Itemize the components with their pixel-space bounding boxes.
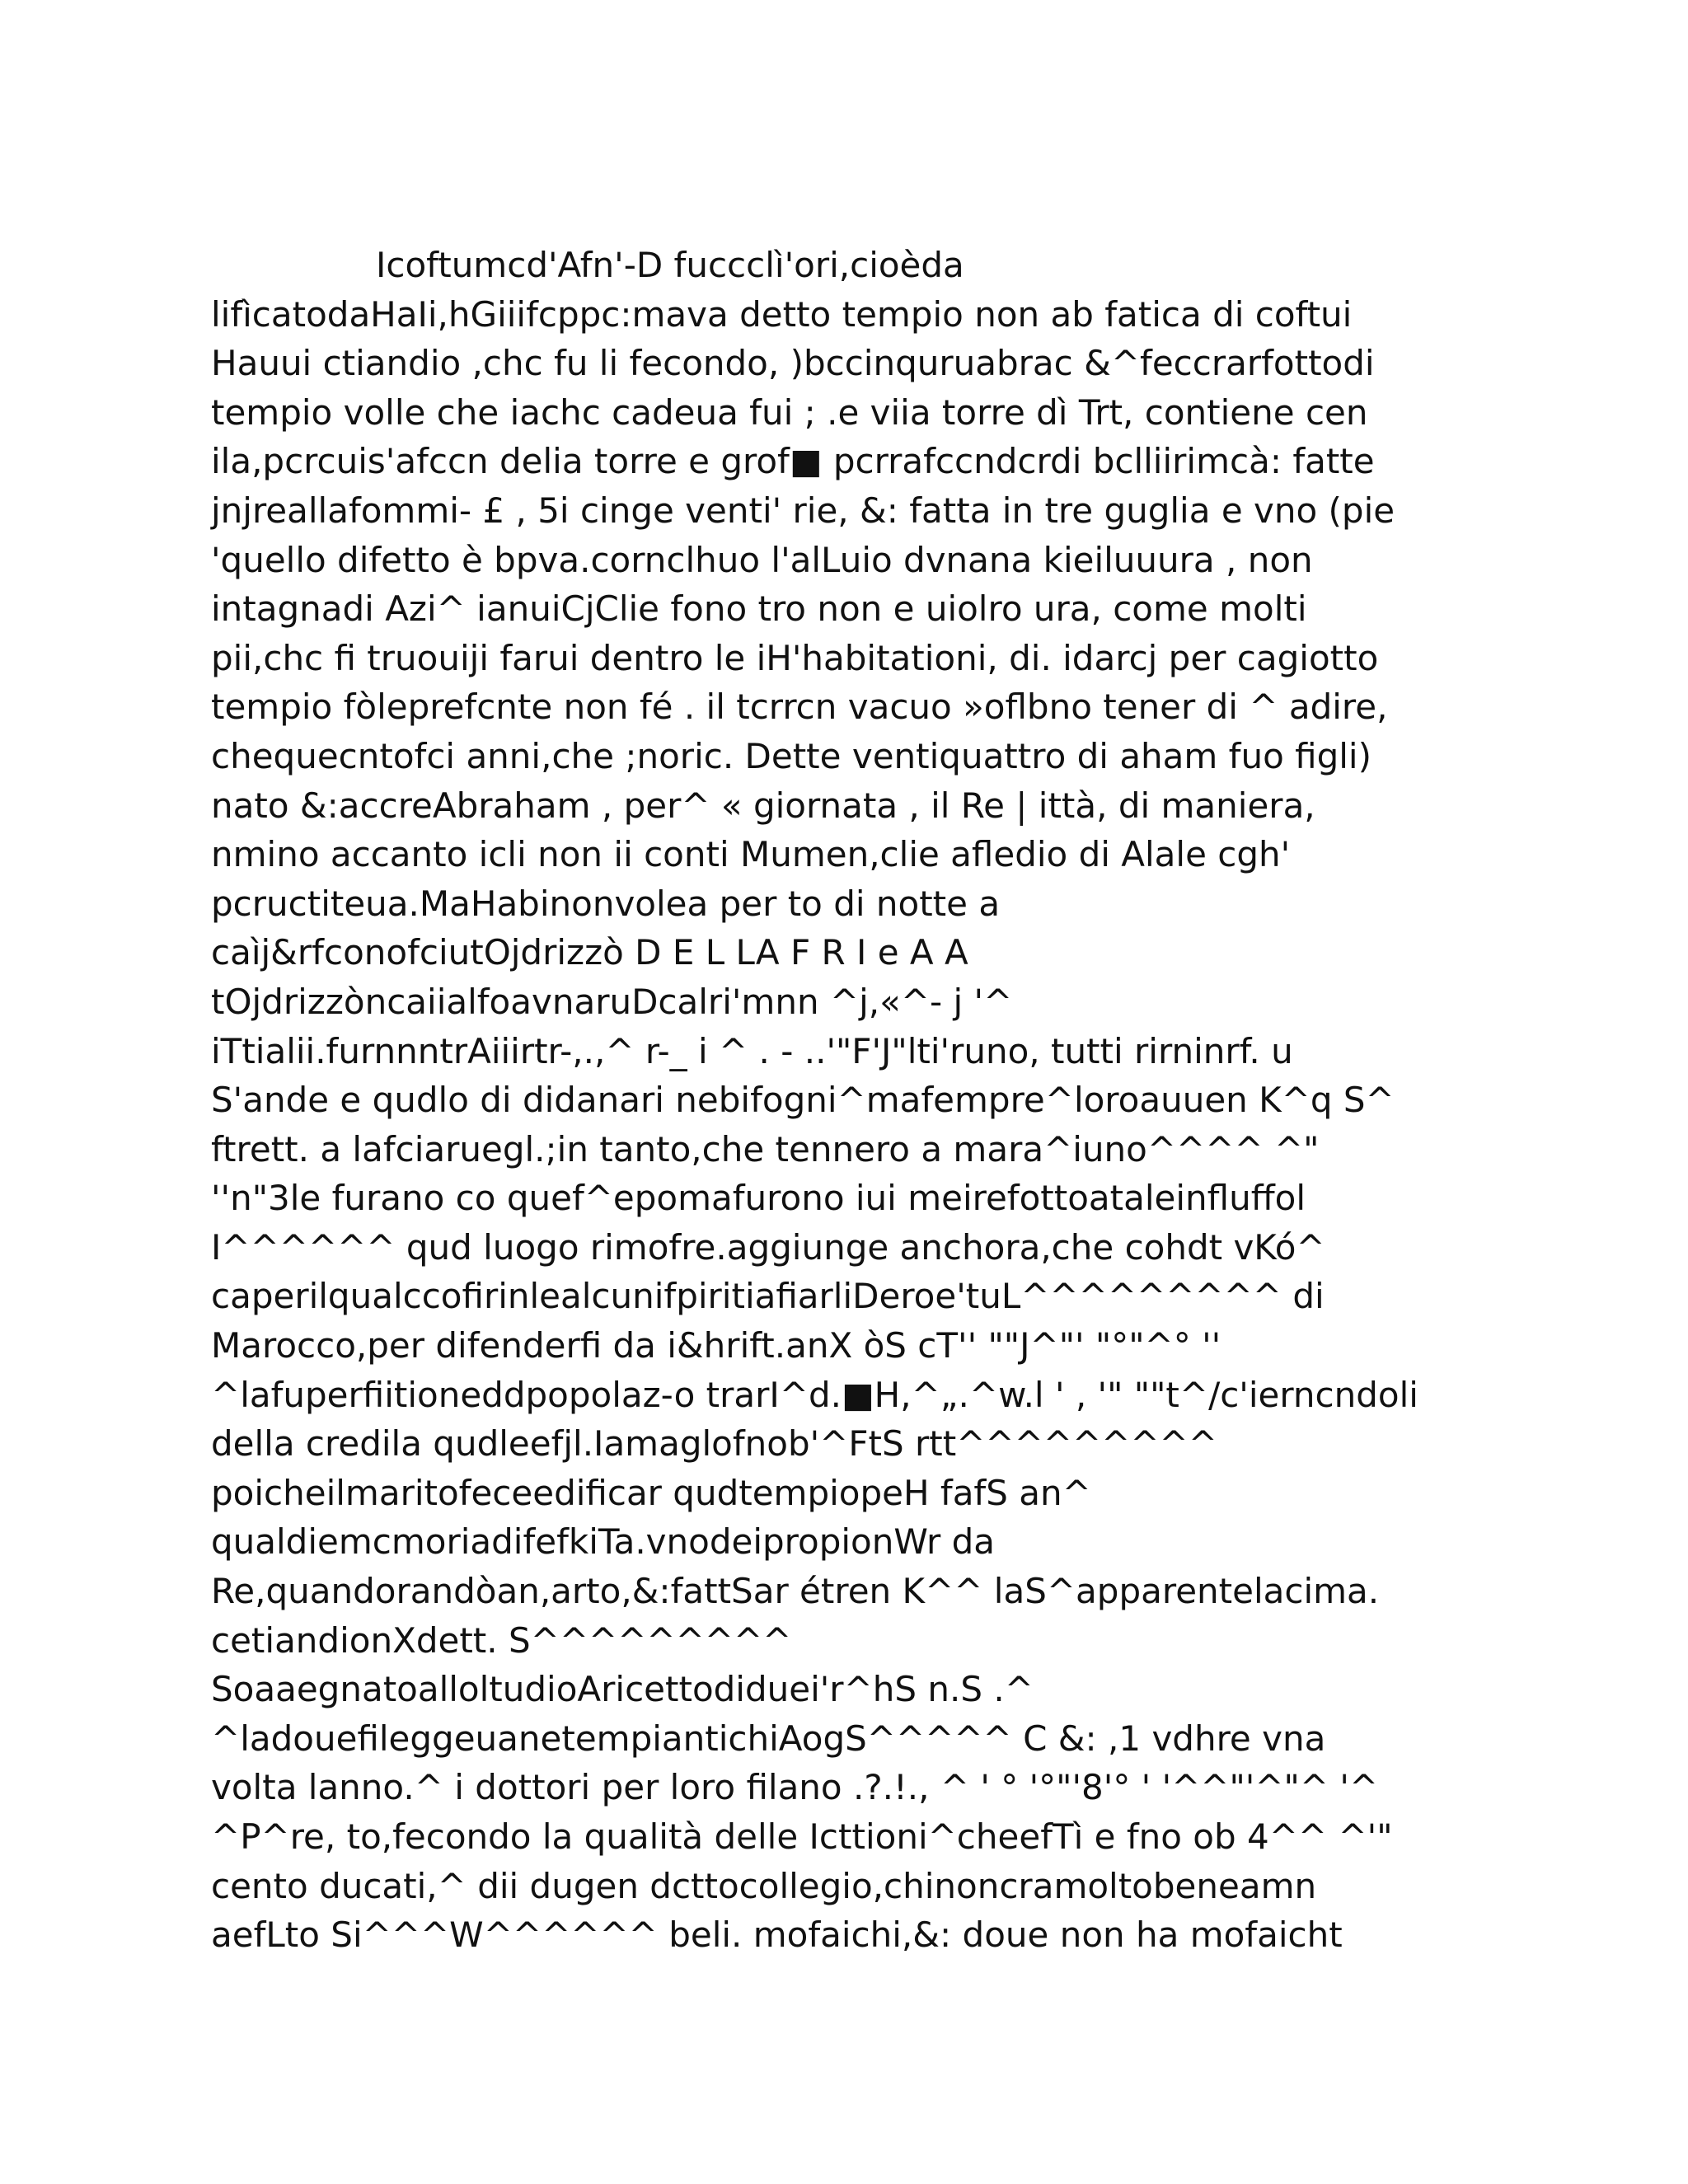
text-line: ^ladouefileggeuanetempiantichiAogS^^^^^ C &: ,1 vdhre vna [211, 1718, 1326, 1759]
text-line: ^lafuperfiitioneddpopolaz-o trarI^d.■H,^„.^w.l ' , '" ""t^/c'ierncndoli [211, 1374, 1418, 1415]
text-line: lifìcatodaHaIi,hGiiifcppc:mava detto tempio non ab fatica di coftui [211, 293, 1353, 335]
text-line: tempio volle che iachc cadeua fui ; .e viia torre dì Trt, contiene cen [211, 391, 1368, 433]
text-line: cetiandionXdett. S^^^^^^^^^ [211, 1619, 792, 1661]
text-line: iTtialii.furnnntrAiiirtr-,.,^ r-_ i ^ . - ..'"F'J"lti'runo, tutti rirninrf. u [211, 1030, 1293, 1071]
text-line: S'ande e qudlo di didanari nebifogni^mafempre^loroauuen K^q S^ [211, 1080, 1395, 1121]
text-line: SoaaegnatoalloltudioAricettodiduei'r^hS n.S .^ [211, 1669, 1034, 1710]
text-line: ''n"3le furano co quef^epomafurono iui meirefottoataleinfluffol [211, 1178, 1306, 1219]
text-line: Icoftumcd'Afn'-D fuccclì'ori,cioèda [376, 245, 964, 285]
text-line: pcructiteua.MaHabinonvolea per to di notte a [211, 883, 1001, 924]
text-line: qualdiemcmoriadifefkiTa.vnodeipropionWr da [211, 1521, 996, 1563]
text-line: tOjdrizzòncaiialfoavnaruDcalri'mnn ^j,«^- j '^ [211, 981, 1013, 1022]
text-line: jnjreallafommi- £ , 5i cinge venti' rie, &: fatta in tre guglia e vno (pie [211, 490, 1395, 531]
text-line: della credila qudleefjl.Iamaglofnob'^FtS rtt^^^^^^^^^ [211, 1423, 1217, 1465]
text-line: poicheilmaritofeceedificar qudtempiopeH fafS an^ [211, 1472, 1091, 1513]
text-line: nmino accanto icli non ii conti Mumen,clie afledio di Alale cgh' [211, 834, 1291, 875]
text-line: 'quello difetto è bpva.cornclhuo l'alLuio dvnana kieiluuura , non [211, 539, 1313, 580]
text-line: chequecntofci anni,che ;noric. Dette ventiquattro di aham fuo figli) [211, 735, 1372, 776]
text-line: ftrett. a lafciaruegl.;in tanto,che tennero a mara^iuno^^^^ ^" [211, 1128, 1320, 1169]
ocr-text-block [211, 241, 1497, 1960]
text-line: ^P^re, to,fecondo la qualità delle Icttioni^cheefTì e fno ob 4^^ ^'" [211, 1816, 1393, 1857]
text-line: intagnadi Azi^ ianuiCjClie fono tro non e uiolro ura, come molti [211, 588, 1307, 630]
text-line: caperilqualccofirinlealcunifpiritiafiarliDeroe'tuL^^^^^^^^^ di [211, 1276, 1325, 1317]
text-line: cento ducati,^ dii dugen dcttocollegio,chinoncramoltobeneamn [211, 1865, 1317, 1906]
text-line: nato &:accreAbraham , per^ « giornata , il Re | ittà, di maniera, [211, 785, 1315, 826]
text-line: pii,chc fi truouiji farui dentro le iH'habitationi, di. idarcj per cagiotto [211, 637, 1379, 678]
text-line: ila,pcrcuis'afccn delia torre e grof■ pcrrafccndcrdi bclliirimcà: fatte [211, 441, 1375, 482]
text-line: Marocco,per difenderfi da i&hrift.anX òS cT'' ""J^"' "°"^° '' [211, 1325, 1221, 1366]
text-line: I^^^^^^ qud luogo rimofre.aggiunge anchora,che cohdt vKó^ [211, 1226, 1325, 1268]
text-line: Hauui ctiandio ,chc fu li fecondo, )bccinquruabrac &^feccrarfottodi [211, 343, 1375, 384]
text-line: Re,quandorandòan,arto,&:fattSar étren K^^ laS^apparentelacima. [211, 1571, 1380, 1612]
text-line: aefLto Si^^^W^^^^^^ beli. mofaichi,&: doue non ha mofaicht [211, 1915, 1343, 1956]
text-line: tempio fòleprefcnte non fé . il tcrrcn vacuo »oflbno tener di ^ adire, [211, 687, 1388, 728]
text-line: volta lanno.^ i dottori per loro filano .?.!., ^ ' ° '°"'8'° ' '^^"'^"^ '^ [211, 1767, 1379, 1808]
text-line: caìj&rfconofciutOjdrizzò D E L LA F R I e A A [211, 932, 968, 973]
